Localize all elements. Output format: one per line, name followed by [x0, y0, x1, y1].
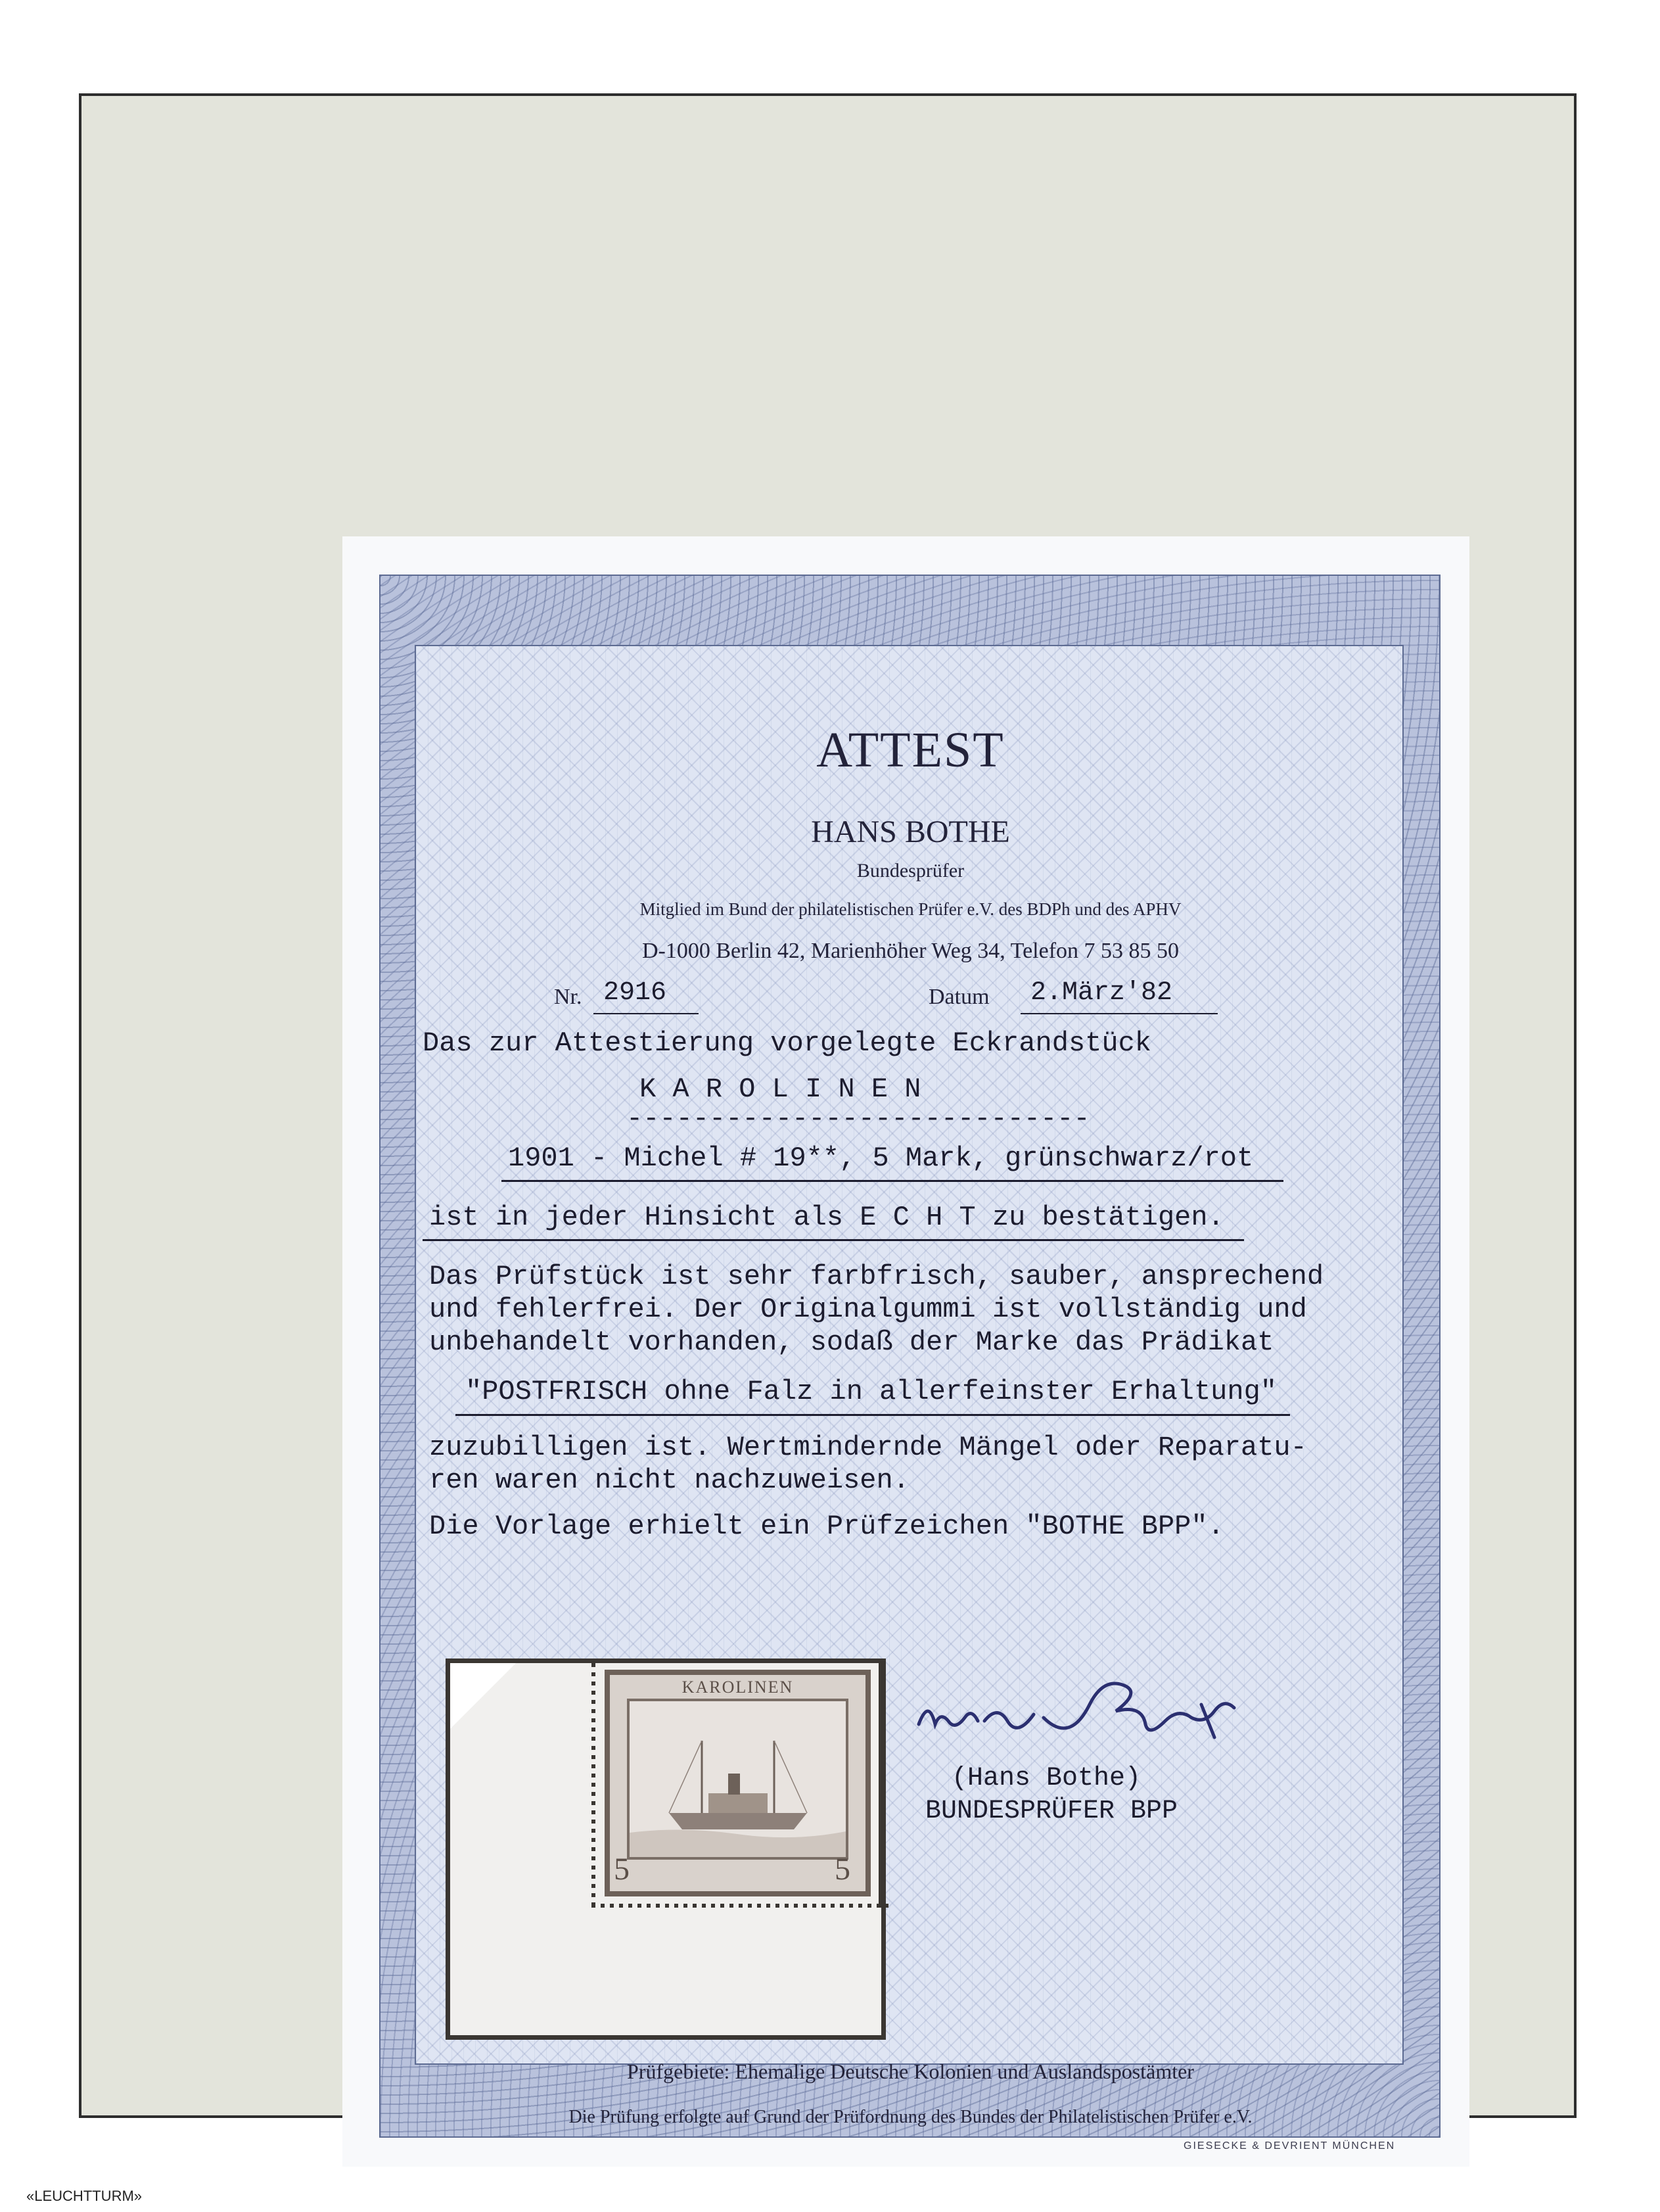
dash-separator: ----------------------------	[626, 1103, 1090, 1135]
karolinen-stamp	[605, 1670, 871, 1896]
stamp-perforation-bottom	[591, 1904, 888, 1908]
echt-underline	[423, 1239, 1244, 1241]
country-line: K A R O L I N E N	[639, 1073, 921, 1105]
stamp-value-left: 5	[614, 1852, 630, 1887]
signer-name: (Hans Bothe)	[952, 1764, 1141, 1793]
stamp-perforation-left	[591, 1663, 595, 1908]
album-brand: «LEUCHTTURM»	[26, 2188, 143, 2204]
examination-rules: Die Prüfung erfolgte auf Grund der Prüfordnung des Bundes der Philatelistischen Prüfer e.V.	[568, 2107, 1253, 2127]
certificate-date: 2.März'82	[1030, 978, 1173, 1008]
handwritten-signature	[912, 1678, 1280, 1751]
paragraph-2-line-1: zuzubilligen ist. Wertmindernde Mängel oder Reparatu-	[429, 1432, 1307, 1463]
examiner-role: Bundesprüfer	[856, 860, 965, 882]
stamp-country-text: KAROLINEN	[681, 1678, 794, 1697]
certificate	[342, 536, 1469, 2167]
date-underline	[1021, 1013, 1218, 1014]
stamp-value-right: 5	[835, 1852, 850, 1887]
examiner-name: HANS BOTHE	[811, 814, 1010, 849]
certificate-number-label: Nr.	[554, 985, 582, 1009]
certificate-number: 2916	[603, 978, 667, 1008]
stamp-photo	[446, 1659, 886, 2040]
predicate-underline	[455, 1414, 1290, 1416]
paragraph-1-line-2: und fehlerfrei. Der Originalgummi ist vollständig und	[429, 1294, 1307, 1325]
examination-areas: Prüfgebiete: Ehemalige Deutsche Kolonien und Auslandspostämter	[627, 2059, 1194, 2083]
stamp-description: 1901 - Michel # 19**, 5 Mark, grünschwarz/rot	[508, 1142, 1254, 1174]
ship-icon	[630, 1701, 846, 1857]
paragraph-1-line-3: unbehandelt vorhanden, sodaß der Marke das Prädikat	[429, 1327, 1274, 1358]
stamp-sheet-corner	[450, 1663, 516, 1729]
membership-line: Mitglied im Bund der philatelistischen Prüfer e.V. des BDPh und des APHV	[639, 899, 1182, 919]
nr-underline	[593, 1013, 699, 1014]
album-page	[79, 93, 1577, 2152]
paragraph-2-line-2: ren waren nicht nachzuweisen.	[429, 1465, 910, 1496]
paragraph-3: Die Vorlage erhielt ein Prüfzeichen "BOTHE BPP".	[429, 1511, 1224, 1542]
date-label: Datum	[929, 985, 990, 1009]
certificate-text-field	[415, 645, 1404, 2127]
stamp-edge-right	[879, 1663, 884, 1908]
paragraph-1-line-1: Das Prüfstück ist sehr farbfrisch, sauber, ansprechend	[429, 1261, 1324, 1292]
echt-line: ist in jeder Hinsicht als E C H T zu bestätigen.	[429, 1202, 1224, 1233]
stamp-desc-underline	[501, 1180, 1283, 1182]
signer-title: BUNDESPRÜFER BPP	[925, 1797, 1178, 1826]
predicate-line: "POSTFRISCH ohne Falz in allerfeinster Erhaltung"	[465, 1376, 1278, 1407]
printer-imprint: GIESECKE & DEVRIENT MÜNCHEN	[1184, 2140, 1396, 2152]
intro-line: Das zur Attestierung vorgelegte Eckrandstück	[423, 1027, 1151, 1059]
stamp-ship-vignette	[627, 1699, 848, 1860]
certificate-title: ATTEST	[816, 722, 1005, 778]
address-line: D-1000 Berlin 42, Marienhöher Weg 34, Telefon 7 53 85 50	[641, 939, 1180, 963]
